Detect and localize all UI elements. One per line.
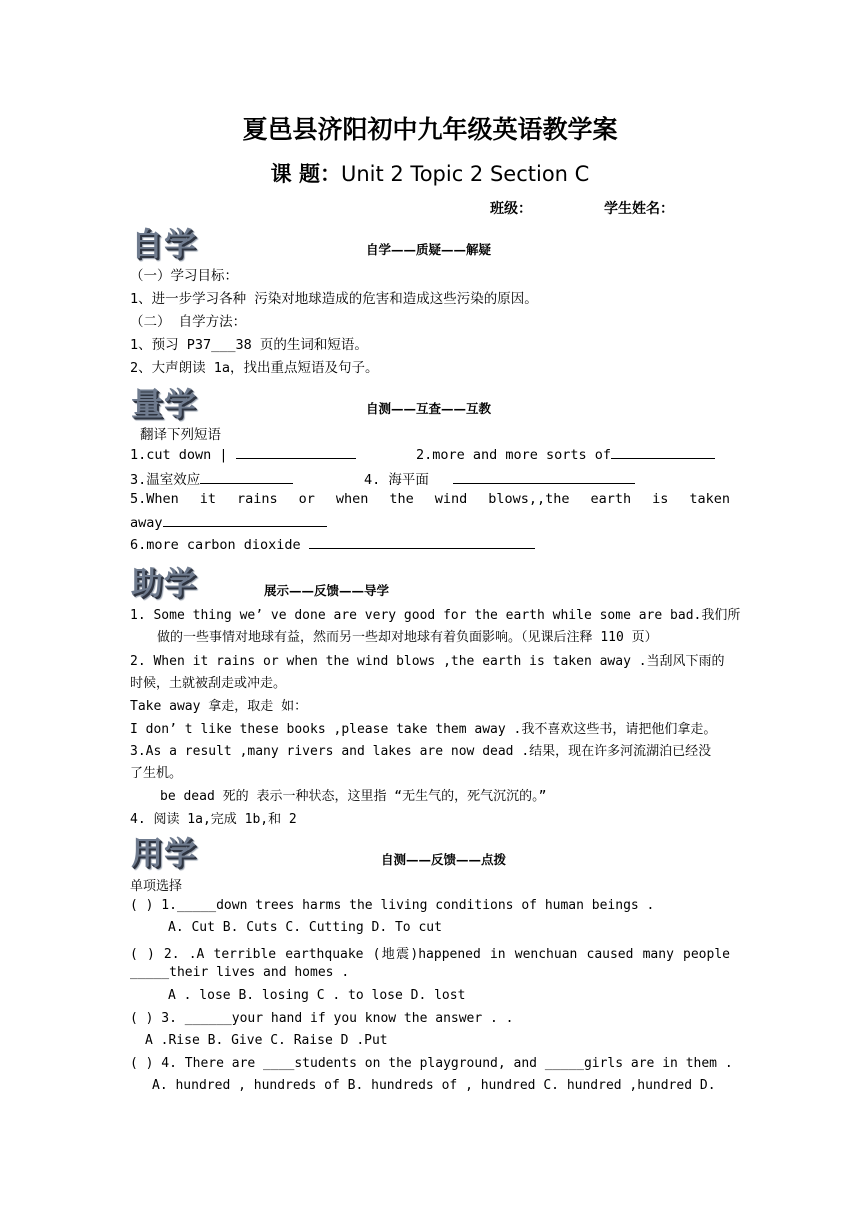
- s1-line-4: 1、预习 P37___38 页的生词和短语。: [130, 337, 368, 353]
- s2-q5: 5.When it rains or when the wind blows,,the earth is taken: [130, 491, 730, 507]
- s1-line-5: 2、大声朗读 1a，找出重点短语及句子。: [130, 360, 379, 376]
- section1-heading: 自学——质疑——解疑: [366, 242, 492, 257]
- s3-line-4: I don’ t like these books ,please take them away .我不喜欢这些书，请把他们拿走。: [130, 722, 717, 737]
- s1-line-3: （二） 自学方法：: [130, 314, 247, 330]
- blank-line: [236, 446, 356, 459]
- s2-q1: [130, 446, 356, 463]
- blank-line: [611, 446, 715, 459]
- blank-line: [309, 536, 535, 549]
- s3-line-1b: 做的一些事情对地球有益，然而另一些却对地球有着负面影响。（见课后注释 110 页）: [157, 630, 658, 645]
- stamp-help: 助学: [131, 564, 198, 602]
- blank-line: [453, 471, 635, 484]
- stamp-measure: 量学: [131, 385, 198, 423]
- page-title: 夏邑县济阳初中九年级英语教学案: [242, 115, 618, 144]
- s3-line-5: 3.As a result ,many rivers and lakes are now dead .结果，现在许多河流湖泊已经没: [130, 744, 712, 759]
- s3-line-2: 2. When it rains or when the wind blows ,the earth is taken away .当刮风下雨的: [130, 654, 725, 669]
- s2-q1-text: 1.cut down |: [130, 447, 228, 463]
- s4-q4-options: A. hundred , hundreds of B. hundreds of , hundred C. hundred ,hundred D.: [152, 1078, 716, 1093]
- subtitle-topic: Unit 2 Topic 2 Section C: [340, 162, 590, 186]
- section4-heading: 自测——反馈——点拨: [381, 852, 507, 867]
- blank-line: [200, 471, 293, 484]
- s3-line-5b: 了生机。: [130, 766, 183, 781]
- s4-q2-options: A . lose B. losing C . to lose D. lost: [168, 988, 466, 1003]
- s4-q2b: _____their lives and homes .: [130, 965, 350, 980]
- s2-q2-text: 2.more and more sorts of: [416, 447, 612, 463]
- s2-q2: [416, 446, 715, 463]
- stamp-apply: 用学: [131, 834, 198, 872]
- section2-heading: 自测——互查——互教: [366, 401, 492, 416]
- blank-line: [163, 514, 327, 527]
- s4-q1: ( ) 1._____down trees harms the living conditions of human beings .: [130, 898, 655, 913]
- s3-line-1: 1. Some thing we’ ve done are very good for the earth while some are bad.我们所: [130, 608, 741, 623]
- subtitle-label: 课 题：: [270, 162, 341, 186]
- s3-line-2b: 时候，土就被刮走或冲走。: [130, 676, 287, 691]
- s2-q6: [130, 536, 535, 553]
- s2-q6-text: 6.more carbon dioxide: [130, 537, 301, 553]
- s3-line-7: 4. 阅读 1a,完成 1b,和 2: [130, 812, 297, 827]
- class-label: 班级：: [490, 201, 532, 217]
- student-name-label: 学生姓名：: [604, 201, 674, 217]
- s2-q5b: [130, 514, 327, 531]
- s2-q4: [364, 468, 635, 488]
- lesson-subtitle: [0, 158, 860, 188]
- stamp-self-study: 自学: [131, 225, 198, 263]
- s2-q3: [130, 468, 293, 488]
- section3-heading: 展示——反馈——导学: [264, 583, 390, 598]
- s2-intro: 翻译下列短语: [140, 427, 221, 443]
- s4-q3: ( ) 3. ______your hand if you know the answer . .: [130, 1011, 514, 1026]
- s4-q2: ( ) 2. .A terrible earthquake (地震)happened in wenchuan caused many people: [130, 947, 730, 962]
- s3-line-6: be dead 死的 表示一种状态，这里指 “无生气的，死气沉沉的。”: [160, 789, 547, 804]
- s2-q3-text: 3.温室效应: [130, 472, 201, 488]
- s3-line-3: Take away 拿走，取走 如：: [130, 699, 308, 714]
- s1-line-1: （一）学习目标：: [130, 268, 238, 284]
- s4-q1-options: A. Cut B. Cuts C. Cutting D. To cut: [168, 920, 442, 935]
- s4-q4: ( ) 4. There are ____students on the playground, and _____girls are in them .: [130, 1056, 733, 1071]
- s4-q3-options: A .Rise B. Give C. Raise D .Put: [145, 1033, 388, 1048]
- s1-line-2: 1、进一步学习各种 污染对地球造成的危害和造成这些污染的原因。: [130, 291, 538, 307]
- s2-q5b-text: away: [130, 515, 163, 531]
- s2-q4-text: 4. 海平面: [364, 472, 429, 488]
- s4-intro: 单项选择: [130, 879, 183, 894]
